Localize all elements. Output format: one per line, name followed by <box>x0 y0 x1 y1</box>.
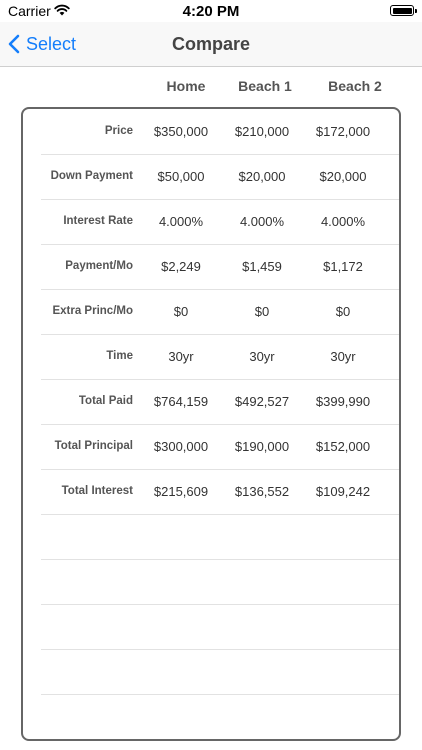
table-cell: $0 <box>173 304 189 319</box>
table-cell: $399,990 <box>315 394 371 409</box>
table-cell: $20,000 <box>238 169 286 184</box>
table-row-price <box>41 109 399 155</box>
table-cell: $764,159 <box>153 394 209 409</box>
table-row-extra-princ-mo <box>41 289 399 335</box>
empty-row <box>41 559 399 605</box>
table-cell: $50,000 <box>157 169 205 184</box>
table-cell: $152,000 <box>315 439 371 454</box>
column-headers <box>0 66 422 108</box>
chevron-left-icon <box>8 34 20 54</box>
table-row-total-interest <box>41 469 399 515</box>
comparison-table[interactable] <box>21 107 401 741</box>
empty-row <box>41 514 399 560</box>
row-label: Payment/Mo <box>65 260 133 272</box>
row-label: Total Principal <box>54 440 133 452</box>
battery-icon <box>390 5 414 16</box>
table-cell: $172,000 <box>315 124 371 139</box>
page-title: Compare <box>171 34 251 54</box>
navigation-bar <box>0 22 422 67</box>
row-label: Time <box>106 350 133 362</box>
row-label: Extra Princ/Mo <box>52 305 133 317</box>
row-label: Total Interest <box>61 485 133 497</box>
back-button-label: Select <box>26 33 77 54</box>
table-cell: $210,000 <box>234 124 290 139</box>
table-cell: 4.000% <box>320 214 366 229</box>
table-cell: $1,172 <box>323 259 363 274</box>
empty-row <box>41 649 399 695</box>
table-cell: $20,000 <box>319 169 367 184</box>
table-cell: 30yr <box>168 349 194 364</box>
table-row-total-paid <box>41 379 399 425</box>
column-header-beach-2: Beach 2 <box>328 78 382 94</box>
table-cell: $2,249 <box>161 259 201 274</box>
table-cell: $215,609 <box>153 484 209 499</box>
empty-row <box>41 604 399 650</box>
table-cell: $0 <box>254 304 270 319</box>
row-label: Interest Rate <box>63 215 133 227</box>
table-cell: $350,000 <box>153 124 209 139</box>
table-row-total-principal <box>41 424 399 470</box>
table-cell: $492,527 <box>234 394 290 409</box>
carrier-label: Carrier <box>8 3 51 19</box>
table-row-interest-rate <box>41 199 399 245</box>
back-button[interactable] <box>8 22 76 66</box>
table-row-time <box>41 334 399 380</box>
table-cell: $136,552 <box>234 484 290 499</box>
row-label: Total Paid <box>78 395 133 407</box>
table-row-down-payment <box>41 154 399 200</box>
status-bar <box>0 0 422 22</box>
table-cell: 30yr <box>249 349 275 364</box>
row-label: Price <box>104 125 133 137</box>
table-cell: 4.000% <box>158 214 204 229</box>
table-cell: $190,000 <box>234 439 290 454</box>
status-time: 4:20 PM <box>182 3 240 20</box>
table-cell: $1,459 <box>242 259 282 274</box>
table-row-payment-mo <box>41 244 399 290</box>
table-cell: $109,242 <box>315 484 371 499</box>
table-cell: 30yr <box>330 349 356 364</box>
column-header-home: Home <box>166 78 206 94</box>
column-header-beach-1: Beach 1 <box>238 78 292 94</box>
table-cell: $0 <box>335 304 351 319</box>
table-cell: 4.000% <box>239 214 285 229</box>
table-cell: $300,000 <box>153 439 209 454</box>
row-label: Down Payment <box>50 170 133 182</box>
